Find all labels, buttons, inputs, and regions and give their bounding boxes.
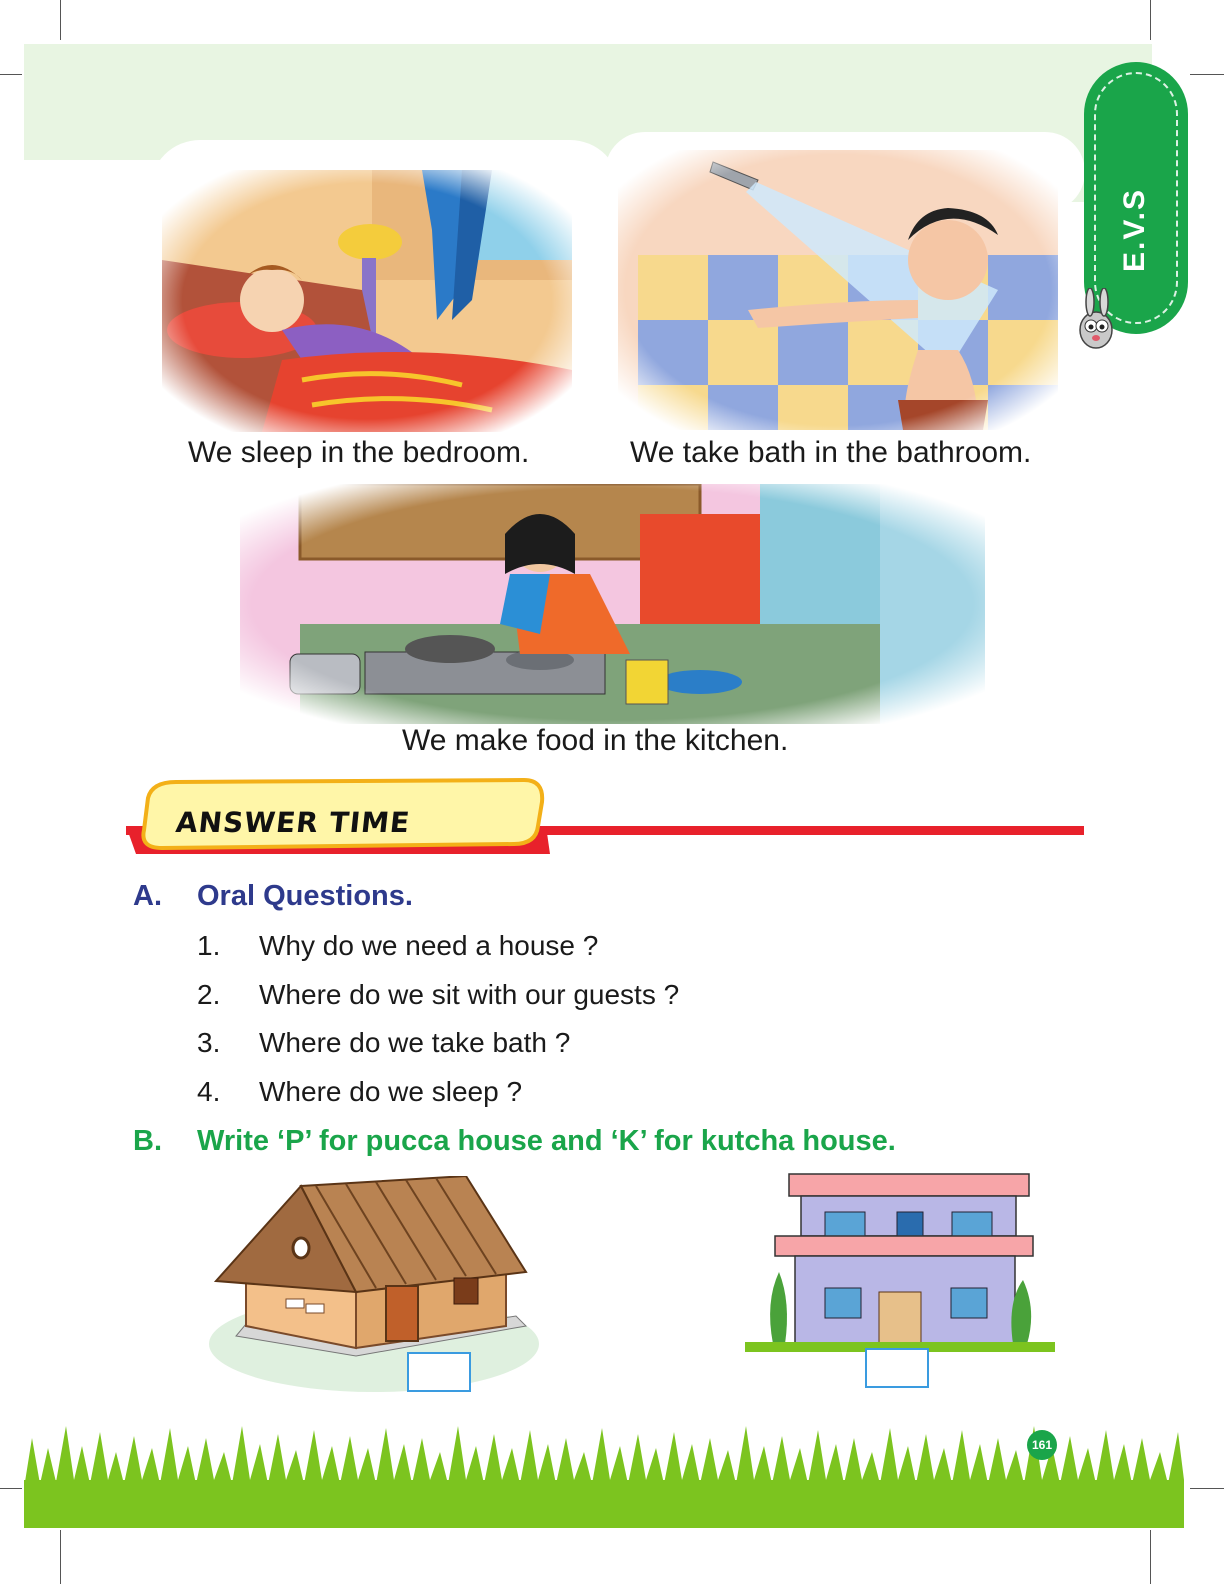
question-number: 3. [197, 1027, 221, 1058]
subject-tab-label: E.V.S [1118, 188, 1151, 272]
pucca-answer-box[interactable] [865, 1348, 929, 1388]
kutcha-answer-box[interactable] [407, 1352, 471, 1392]
caption-bathroom: We take bath in the bathroom. [630, 436, 1032, 469]
crop-mark [60, 1530, 61, 1584]
section-b-title: Write ‘P’ for pucca house and ‘K’ for kutcha house. [197, 1125, 896, 1157]
crop-mark [60, 0, 61, 40]
kutcha-house-illustration [206, 1176, 546, 1396]
crop-mark [1150, 0, 1151, 40]
crop-mark [0, 1488, 22, 1489]
caption-kitchen: We make food in the kitchen. [402, 724, 789, 757]
question-number: 1. [197, 930, 221, 961]
crop-mark [1190, 74, 1224, 75]
question-number: 2. [197, 979, 221, 1010]
question-text: Where do we sit with our guests ? [259, 979, 680, 1010]
question-text: Where do we take bath ? [259, 1027, 571, 1058]
grass-footer [24, 1418, 1184, 1528]
section-a-letter: A. [133, 880, 162, 912]
question-number: 4. [197, 1076, 221, 1107]
caption-bedroom: We sleep in the bedroom. [188, 436, 530, 469]
question-text: Why do we need a house ? [259, 930, 599, 961]
crop-mark [1190, 1488, 1224, 1489]
bedroom-illustration [162, 170, 572, 432]
page-number-badge: 161 [1027, 1430, 1057, 1460]
pucca-house-illustration [745, 1172, 1055, 1362]
rabbit-mascot-icon [1066, 288, 1126, 358]
question-text: Where do we sleep ? [259, 1076, 523, 1107]
kitchen-illustration [240, 484, 985, 724]
crop-mark [1150, 1530, 1151, 1584]
bathroom-illustration [618, 150, 1058, 430]
section-a-title: Oral Questions. [197, 880, 413, 912]
answer-time-label: ANSWER TIME [174, 806, 412, 839]
crop-mark [0, 74, 22, 75]
section-b-letter: B. [133, 1125, 162, 1157]
